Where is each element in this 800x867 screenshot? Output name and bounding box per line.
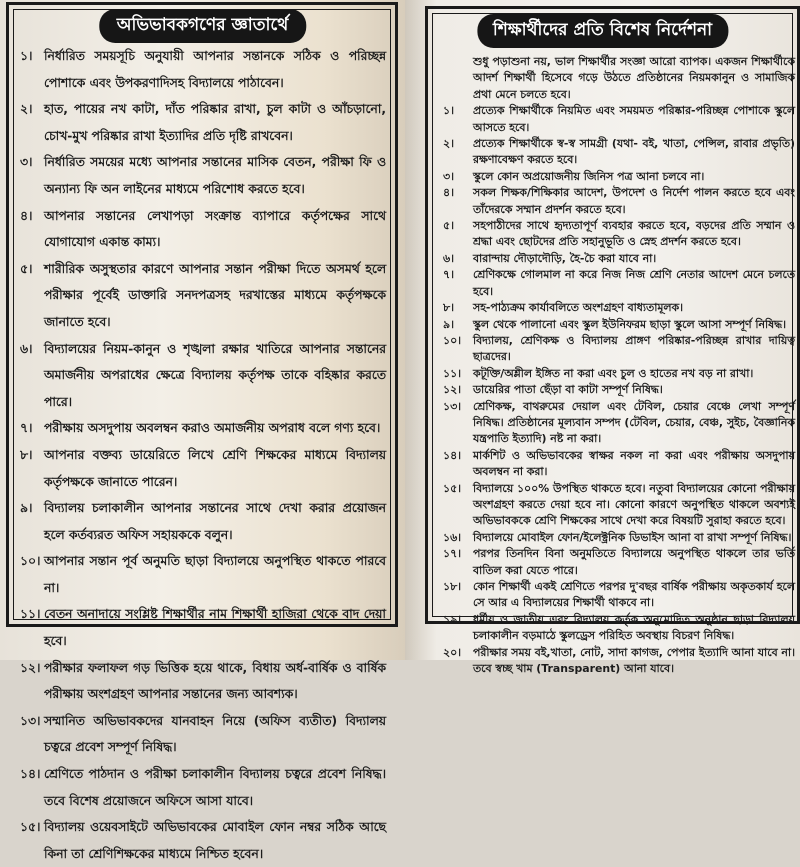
list-item bbox=[443, 579, 795, 612]
item-number: ২০। bbox=[443, 645, 462, 659]
item-number: ৪। bbox=[443, 186, 454, 200]
item-text: স্কুল থেকে পালানো এবং স্কুল ইউনিফরম ছাড়া স্কুলে আসা সম্পূর্ণ নিষিদ্ধ। bbox=[473, 317, 787, 331]
item-number: ৬। bbox=[20, 341, 33, 356]
list-item bbox=[443, 136, 795, 169]
item-text: আপনার সন্তানের লেখাপড়া সংক্রান্ত ব্যাপারে কর্তৃপক্ষের সাথে যোগাযোগ একান্ত কাম্য। bbox=[44, 208, 386, 250]
item-number: ৮। bbox=[20, 447, 33, 462]
item-number: ১। bbox=[20, 49, 33, 63]
item-text: বিদ্যালয়ের নিয়ম-কানুন ও শৃঙ্খলা রক্ষার খাতিরে আপনার সন্তানের অমার্জনীয় অপরাধের ক্ষেত্রে বিদ্যালয় কর্তৃপক্ষ তাকে বহিষ্কার করতে পারে। bbox=[44, 341, 386, 409]
item-text: সম্মানিত অভিভাবকদের যানবাহন নিয়ে (অফিস ব্যতীত) বিদ্যালয় চত্বরে প্রবেশ সম্পূর্ণ নিষিদ্ধ। bbox=[44, 713, 386, 755]
item-text: আপনার বক্তব্য ডায়েরিতে লিখে শ্রেণি শিক্ষকের মাধ্যমে বিদ্যালয় কর্তৃপক্ষকে জানাতে পারেন। bbox=[44, 447, 386, 489]
item-number: ১৪। bbox=[20, 767, 41, 782]
item-text: আপনার সন্তান পূর্ব অনুমতি ছাড়া বিদ্যালয়ে অনুপস্থিত থাকতে পারবে না। bbox=[44, 554, 386, 595]
item-text: বেতন অনাদায়ে সংশ্লিষ্ট শিক্ষার্থীর নাম শিক্ষার্থী হাজিরা থেকে বাদ দেয়া হবে। bbox=[44, 607, 386, 649]
item-number: ১৯। bbox=[443, 612, 462, 626]
list-item bbox=[443, 317, 795, 333]
list-item bbox=[443, 103, 795, 136]
item-text: প্রত্যেক শিক্ষার্থীকে নিয়মিত এবং সময়মত পরিষ্কার-পরিচ্ছন্ন পোশাকে স্কুলে আসতে হবে। bbox=[473, 104, 795, 134]
item-text: বিদ্যালয় ওয়েবসাইটে অভিভাবকের মোবাইল ফোন নম্বর সঠিক আছে কিনা তা শ্রেণিশিক্ষকের মাধ্যমে নিশ্চিত হবেন। bbox=[44, 820, 386, 861]
item-number: ১। bbox=[443, 104, 454, 118]
item-text: শ্রেণিকক্ষে গোলমাল না করে নিজ নিজ শ্রেণি নেতার আদেশ মেনে চলতে হবে। bbox=[473, 268, 795, 298]
list-item bbox=[20, 336, 386, 416]
list-item bbox=[443, 185, 795, 218]
list-item bbox=[443, 399, 795, 448]
item-text: স্কুলে কোন অপ্রয়োজনীয় জিনিস পত্র আনা চলবে না। bbox=[473, 169, 705, 183]
item-text: বিদ্যালয়ে ১০০% উপস্থিত থাকতে হবে। নতুবা বিদ্যালয়ের কোনো পরীক্ষায় অংশগ্রহণ করতে দেয়া হবে না। কোনো কারণে অনুপস্থিত থাকলে অবশ্যই অভিভাবককে শ্রেণি শিক্ষকের সাথে দেখা করে বিষয়টি সুরাহা করতে হবে। bbox=[473, 481, 795, 528]
list-item bbox=[443, 481, 795, 530]
item-text: সহ-পাঠ্যক্রম কার্যাবলিতে অংশগ্রহণ বাধ্যতামূলক। bbox=[473, 301, 684, 315]
right-page bbox=[405, 0, 800, 676]
item-number: ৩। bbox=[443, 169, 454, 183]
item-number: ১৬। bbox=[443, 530, 462, 544]
student-instructions-list bbox=[443, 54, 795, 677]
item-text: মার্কশিট ও অভিভাবকের স্বাক্ষর নকল না করা এবং পরীক্ষায় অসদুপায় অবলম্বন না করা। bbox=[473, 448, 795, 479]
item-text: হাত, পায়ের নখ কাটা, দাঁত পরিষ্কার রাখা, চুল কাটা ও আঁচড়ানো, চোখ-মুখ পরিষ্কার রাখা ইত্যাদির প্রতি দৃষ্টি রাখবেন। bbox=[44, 102, 386, 143]
list-item bbox=[443, 366, 795, 382]
list-item bbox=[443, 267, 795, 300]
item-number: ৫। bbox=[443, 219, 454, 233]
list-item bbox=[443, 546, 795, 579]
item-number: ১১। bbox=[443, 366, 462, 380]
item-text: শারীরিক অসুস্থতার কারণে আপনার সন্তান পরীক্ষা দিতে অসমর্থ হলে পরীক্ষার পূর্বেই ডাক্তারি সনদপত্রসহ দরখাস্তের মাধ্যমে কর্তৃপক্ষকে জানাতে হবে। bbox=[44, 261, 386, 329]
item-text: সহপাঠীদের সাথে হৃদ্যতাপূর্ণ ব্যবহার করতে হবে, বড়দের প্রতি সম্মান ও শ্রদ্ধা এবং ছোটদের প্রতি সহানুভূতি ও স্নেহ প্রদর্শন করতে হবে। bbox=[473, 219, 795, 249]
list-item bbox=[20, 96, 386, 149]
item-number: ৭। bbox=[443, 268, 454, 282]
item-number: ১৫। bbox=[443, 481, 462, 495]
item-text: শ্রেণিকক্ষ, বাথরুমের দেয়াল এবং টেবিল, চেয়ার বেঞ্চে লেখা সম্পূর্ণ নিষিদ্ধ। প্রতিষ্ঠানের মূল্যবান সম্পদ (টেবিল, চেয়ার, বেঞ্চ, সুইচ, বৈজ্ঞানিক যন্ত্রপাতি ইত্যাদি) নষ্ট না করা। bbox=[473, 399, 795, 446]
right-page-title: শিক্ষার্থীদের প্রতি বিশেষ নির্দেশনা bbox=[477, 14, 728, 48]
item-text: ধর্মীয় ও জাতীয় এবং বিদ্যালয় কর্তৃক অনুমোদিত অনুষ্ঠান ছাড়া বিদ্যালয় চলাকালীন বড়মাঠে স্কুলড্রেস পরিহিত অবস্থায় বিচরণ নিষিদ্ধ। bbox=[473, 612, 795, 643]
item-number: ৭। bbox=[20, 421, 33, 436]
list-item bbox=[20, 495, 386, 548]
list-item bbox=[20, 708, 386, 761]
intro-paragraph: শুধু পড়াশুনা নয়, ভাল শিক্ষার্থীর সংজ্ঞা আরো ব্যাপক। একজন শিক্ষার্থীকে আদর্শ শিক্ষার্থী হিসেবে গড়ে উঠতে প্রতিষ্ঠানের নিয়মকানুন ও সামাজিক প্রথা মেনে চলতে হবে। bbox=[473, 55, 795, 101]
item-text: পরীক্ষায় অসদুপায় অবলম্বন করাও অমার্জনীয় অপরাধ বলে গণ্য হবে। bbox=[44, 421, 381, 436]
list-item bbox=[443, 251, 795, 267]
list-item bbox=[20, 149, 386, 202]
list-item bbox=[20, 43, 386, 96]
item-number: ৪। bbox=[20, 208, 33, 223]
item-number: ১১। bbox=[20, 607, 41, 622]
list-item bbox=[20, 655, 386, 708]
list-item bbox=[443, 333, 795, 366]
list-item bbox=[443, 448, 795, 481]
item-number: ১০। bbox=[20, 554, 41, 569]
item-number: ২। bbox=[20, 102, 33, 117]
item-text: বিদ্যালয়ে মোবাইল ফোন/ইলেক্ট্রনিক ডিভাইস আনা বা রাখা সম্পূর্ণ নিষিদ্ধ। bbox=[473, 530, 792, 544]
item-text: বিদ্যালয়, শ্রেণিকক্ষ ও বিদ্যালয় প্রাঙ্গণ পরিষ্কার-পরিচ্ছন্ন রাখার দায়িত্ব ছাত্রদের। bbox=[473, 333, 795, 364]
list-item bbox=[443, 382, 795, 398]
list-item bbox=[443, 218, 795, 251]
list-item bbox=[20, 203, 386, 256]
item-number: ৬। bbox=[443, 251, 454, 265]
list-item bbox=[20, 761, 386, 814]
item-number: ৮। bbox=[443, 301, 454, 315]
item-number: ১০। bbox=[443, 333, 462, 347]
list-item bbox=[20, 814, 386, 867]
item-number: ১২। bbox=[20, 660, 41, 675]
item-number: ৯। bbox=[443, 317, 454, 331]
item-number: ১২। bbox=[443, 383, 462, 397]
list-item bbox=[20, 601, 386, 654]
item-text: বিদ্যালয় চলাকালীন আপনার সন্তানের সাথে দেখা করার প্রয়োজন হলে কর্তব্যরত অফিস সহায়ককে বলুন। bbox=[44, 501, 386, 542]
list-item bbox=[20, 442, 386, 495]
list-item bbox=[20, 415, 386, 442]
item-text: ডায়েরির পাতা ছেঁড়া বা কাটা সম্পূর্ণ নিষিদ্ধ। bbox=[473, 383, 663, 397]
item-text: পরীক্ষার ফলাফল গড় ভিত্তিক হয়ে থাকে, বিধায় অর্ধ-বার্ষিক ও বার্ষিক পরীক্ষায় অংশগ্রহণ আপনার সন্তানের জন্য আবশ্যক। bbox=[44, 660, 386, 702]
item-number: ৯। bbox=[20, 501, 33, 516]
item-number: ১৪। bbox=[443, 448, 462, 462]
item-text: কটূক্তি/অশ্লীল ইঙ্গিত না করা এবং চুল ও হাতের নখ বড় না রাখা। bbox=[473, 366, 754, 380]
item-number: ১৫। bbox=[20, 820, 41, 835]
item-number: ৩। bbox=[20, 155, 33, 170]
guardian-instructions-list bbox=[20, 43, 386, 867]
item-text: পরপর তিনদিন বিনা অনুমতিতে বিদ্যালয়ে অনুপস্থিত থাকলে তার ভর্তি বাতিল করা যেতে পারে। bbox=[473, 547, 795, 577]
item-number: ৫। bbox=[20, 261, 33, 276]
list-item bbox=[443, 645, 795, 678]
list-item bbox=[443, 300, 795, 316]
list-item bbox=[443, 169, 795, 185]
item-number: ১৩। bbox=[443, 399, 462, 413]
item-number: ১৩। bbox=[20, 713, 41, 728]
item-text: কোন শিক্ষার্থী একই শ্রেণিতে পরপর দু'বছর বার্ষিক পরীক্ষায় অকৃতকার্য হলে সে আর এ বিদ্যালয়ের শিক্ষার্থী থাকবে না। bbox=[473, 580, 795, 610]
left-page-title: অভিভাবকগণের জ্ঞাতার্থে bbox=[99, 9, 306, 43]
item-number: ১৮। bbox=[443, 580, 462, 593]
item-text: পরীক্ষার সময় বই,খাতা, নোট, সাদা কাগজ, পেপার ইত্যাদি আনা যাবে না। তবে স্বচ্ছ খাম (Transparent) আনা যাবে। bbox=[473, 645, 795, 676]
item-text: নির্ধারিত সময়সূচি অনুযায়ী আপনার সন্তানকে সঠিক ও পরিচ্ছন্ন পোশাকে এবং উপকরণাদিসহ বিদ্যালয়ে পাঠাবেন। bbox=[44, 49, 386, 90]
item-text: সকল শিক্ষক/শিক্ষিকার আদেশ, উপদেশ ও নির্দেশ পালন করতে হবে এবং তাঁদেরকে সম্মান প্রদর্শন করতে হবে। bbox=[473, 186, 795, 216]
list-item bbox=[443, 612, 795, 645]
item-number: ২। bbox=[443, 137, 454, 151]
list-item bbox=[20, 256, 386, 336]
item-text: বারান্দায় দৌড়াদৌড়ি, হৈ-চৈ করা যাবে না। bbox=[473, 251, 657, 265]
item-text: নির্ধারিত সময়ের মধ্যে আপনার সন্তানের মাসিক বেতন, পরীক্ষা ফি ও অন্যান্য ফি অন লাইনের মাধ্যমে পরিশোধ করতে হবে। bbox=[44, 155, 386, 196]
list-item bbox=[20, 548, 386, 601]
item-number: ১৭। bbox=[443, 547, 462, 561]
item-text: শ্রেণিতে পাঠদান ও পরীক্ষা চলাকালীন বিদ্যালয় চত্বরে প্রবেশ নিষিদ্ধ। তবে বিশেষ প্রয়োজনে অফিসে আসা যাবে। bbox=[44, 767, 386, 808]
item-text: প্রত্যেক শিক্ষার্থীকে স্ব-স্ব সামগ্রী (যথা- বই, খাতা, পেন্সিল, রাবার প্রভৃতি) রক্ষণাবেক্ষণ করতে হবে। bbox=[473, 137, 795, 167]
list-item bbox=[443, 530, 795, 546]
